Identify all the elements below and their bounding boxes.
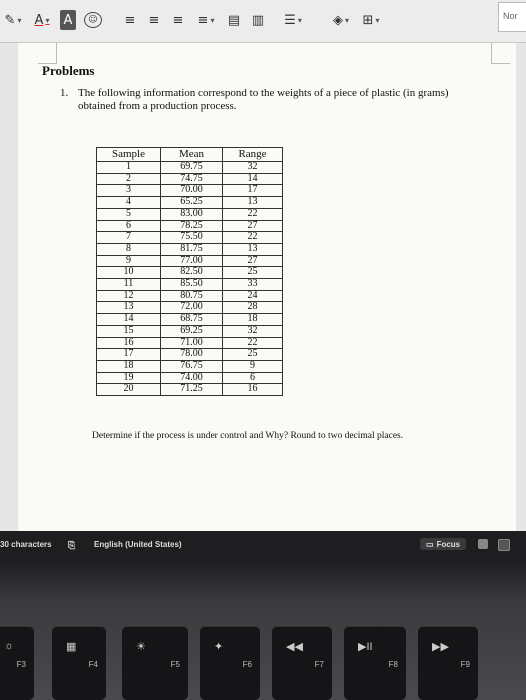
sample-cell: 3 (97, 185, 161, 197)
header-range: Range (223, 148, 283, 162)
mean-cell: 69.25 (161, 325, 223, 337)
mean-cell: 82.50 (161, 267, 223, 279)
table-row (97, 372, 283, 384)
question-number: 1. (60, 87, 69, 99)
range-cell: 9 (223, 360, 283, 372)
range-cell: 25 (223, 267, 283, 279)
mean-cell: 81.75 (161, 243, 223, 255)
table-row (97, 173, 283, 185)
mean-cell: 80.75 (161, 290, 223, 302)
status-bar (0, 531, 526, 559)
mean-cell: 85.50 (161, 279, 223, 291)
key-label: F8 (388, 660, 398, 669)
table-row (97, 267, 283, 279)
key-glyph: ▦ (66, 641, 77, 653)
key-label: F6 (242, 660, 252, 669)
sample-cell: 9 (97, 255, 161, 267)
mean-cell: 76.75 (161, 360, 223, 372)
key-glyph: ☀ (136, 641, 146, 653)
sample-cell: 15 (97, 325, 161, 337)
range-cell: 13 (223, 197, 283, 209)
key-glyph: ▶▶ (432, 641, 449, 653)
range-cell: 13 (223, 243, 283, 255)
line-spacing-icon[interactable]: ☰ ▾ (284, 12, 302, 28)
range-cell: 32 (223, 325, 283, 337)
mean-cell: 83.00 (161, 208, 223, 220)
key-label: F4 (88, 660, 98, 669)
mean-cell: 74.00 (161, 372, 223, 384)
mean-cell: 70.00 (161, 185, 223, 197)
text-effects-icon[interactable]: ☺ (84, 12, 102, 28)
header-mean: Mean (161, 148, 223, 162)
font-color-icon[interactable]: A ▾ (34, 12, 50, 28)
mean-cell: 65.25 (161, 197, 223, 209)
table-header-row (97, 148, 283, 162)
style-gallery-normal[interactable]: Nor (498, 2, 526, 32)
range-cell: 32 (223, 162, 283, 174)
table-row (97, 197, 283, 209)
sample-cell: 19 (97, 372, 161, 384)
justify-icon[interactable]: ≡ ▾ (197, 12, 215, 28)
sample-cell: 4 (97, 197, 161, 209)
document-canvas (0, 43, 526, 531)
sample-cell: 1 (97, 162, 161, 174)
table-row (97, 279, 283, 291)
margin-marker-left (38, 43, 57, 64)
range-cell: 28 (223, 302, 283, 314)
borders-icon[interactable]: ⊞ ▾ (362, 12, 380, 28)
mean-cell: 77.00 (161, 255, 223, 267)
clear-formatting-icon[interactable]: A (60, 10, 76, 30)
table-row (97, 208, 283, 220)
range-cell: 22 (223, 337, 283, 349)
table-row (97, 232, 283, 244)
align-right-icon[interactable]: ≡ (172, 12, 184, 28)
table-row (97, 162, 283, 174)
table-row (97, 220, 283, 232)
question-text: The following information correspond to the weights of a piece of plastic (in grams) obtained from a production process. (78, 87, 449, 112)
key-label: F7 (314, 660, 324, 669)
range-cell: 27 (223, 220, 283, 232)
key-glyph: ◀◀ (286, 641, 303, 653)
table-row (97, 349, 283, 361)
range-cell: 17 (223, 185, 283, 197)
key-glyph: ✦ (214, 641, 224, 653)
range-cell: 18 (223, 314, 283, 326)
table-row (97, 185, 283, 197)
key-f6[interactable] (200, 626, 260, 700)
range-cell: 25 (223, 349, 283, 361)
focus-icon: ▭ (426, 539, 434, 549)
print-layout-icon[interactable] (478, 539, 488, 549)
key-label: F3 (16, 660, 26, 669)
mean-cell: 78.00 (161, 349, 223, 361)
range-cell: 14 (223, 173, 283, 185)
key-label: F5 (170, 660, 180, 669)
sample-cell: 10 (97, 267, 161, 279)
table-row (97, 325, 283, 337)
proofing-icon[interactable]: ⎘ (68, 540, 76, 550)
range-cell: 27 (223, 255, 283, 267)
mean-cell: 71.00 (161, 337, 223, 349)
sort-icon[interactable]: ▥ (251, 12, 265, 28)
column-layout-icon[interactable]: ▤ (227, 12, 241, 28)
table-row (97, 302, 283, 314)
sample-cell: 6 (97, 220, 161, 232)
table-row (97, 384, 283, 396)
sample-cell: 20 (97, 384, 161, 396)
highlight-pen-icon[interactable]: ✎ ▾ (4, 12, 22, 28)
key-glyph: ☼ (4, 640, 15, 652)
mean-cell: 72.00 (161, 302, 223, 314)
language-label[interactable]: English (United States) (94, 540, 182, 549)
mean-cell: 68.75 (161, 314, 223, 326)
margin-marker-right (491, 43, 510, 64)
key-f8[interactable] (344, 626, 406, 700)
range-cell: 6 (223, 372, 283, 384)
range-cell: 33 (223, 279, 283, 291)
sample-cell: 12 (97, 290, 161, 302)
document-page[interactable] (18, 43, 516, 531)
align-center-icon[interactable]: ≡ (148, 12, 160, 28)
range-cell: 22 (223, 208, 283, 220)
sample-cell: 17 (97, 349, 161, 361)
table-row (97, 290, 283, 302)
mean-cell: 75.50 (161, 232, 223, 244)
range-cell: 24 (223, 290, 283, 302)
align-left-icon[interactable]: ≡ (124, 12, 136, 28)
range-cell: 22 (223, 232, 283, 244)
key-f4[interactable] (52, 626, 106, 700)
key-f9[interactable] (418, 626, 478, 700)
mean-cell: 78.25 (161, 220, 223, 232)
sample-cell: 2 (97, 173, 161, 185)
data-table (96, 147, 283, 396)
table-row (97, 255, 283, 267)
header-sample: Sample (97, 148, 161, 162)
focus-label: Focus (436, 539, 461, 549)
sample-cell: 7 (97, 232, 161, 244)
key-f7[interactable] (272, 626, 332, 700)
shading-icon[interactable]: ◈ ▾ (332, 12, 349, 28)
key-f3[interactable] (0, 626, 34, 700)
mean-cell: 71.25 (161, 384, 223, 396)
character-count[interactable]: 30 characters (0, 540, 52, 549)
table-row (97, 314, 283, 326)
focus-button[interactable] (420, 538, 466, 550)
instruction-text: Determine if the process is under control and Why? Round to two decimal places. (92, 431, 404, 441)
formatting-toolbar (0, 0, 526, 43)
table-row (97, 360, 283, 372)
range-cell: 16 (223, 384, 283, 396)
table-row (97, 243, 283, 255)
sample-cell: 11 (97, 279, 161, 291)
mean-cell: 74.75 (161, 173, 223, 185)
web-layout-icon[interactable] (498, 539, 510, 551)
key-f5[interactable] (122, 626, 188, 700)
sample-cell: 13 (97, 302, 161, 314)
key-glyph: ▶II (358, 641, 373, 653)
sample-cell: 5 (97, 208, 161, 220)
sample-cell: 8 (97, 243, 161, 255)
doc-heading: Problems (42, 63, 95, 78)
sample-cell: 14 (97, 314, 161, 326)
mean-cell: 69.75 (161, 162, 223, 174)
key-label: F9 (460, 660, 470, 669)
sample-cell: 16 (97, 337, 161, 349)
sample-cell: 18 (97, 360, 161, 372)
table-row (97, 337, 283, 349)
